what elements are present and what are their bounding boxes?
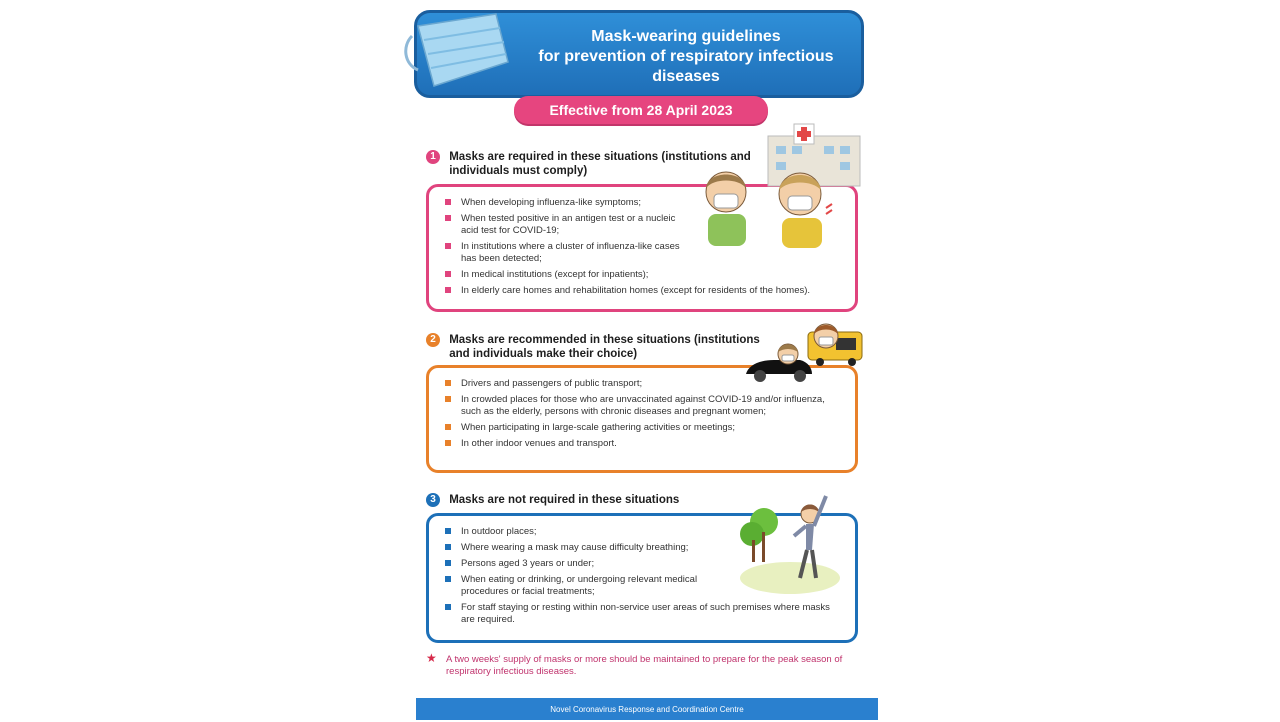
list-item: Persons aged 3 years or under; <box>445 558 845 570</box>
list-item: Drivers and passengers of public transport; <box>445 378 845 390</box>
section-1-list <box>445 197 811 301</box>
guidelines-poster <box>410 0 880 720</box>
title-line-2: for prevention of respiratory infectious <box>538 48 834 65</box>
poster-title <box>521 27 851 87</box>
section-1-heading: 1 Masks are required in these situations (institutions and individuals must comply) <box>426 150 751 178</box>
sick-people-illustration <box>698 122 864 248</box>
title-line-1: Mask-wearing guidelines <box>591 28 781 45</box>
list-item: In medical institutions (except for inpatients); <box>445 269 695 281</box>
list-item: Where wearing a mask may cause difficulty breathing; <box>445 542 845 554</box>
effective-date-badge: Effective from 28 April 2023 <box>514 96 768 124</box>
list-item: When eating or drinking, or undergoing relevant medical procedures or facial treatments; <box>445 574 721 598</box>
section-2-number: 2 <box>426 333 440 347</box>
list-item: In institutions where a cluster of influenza-like cases has been detected; <box>445 241 695 265</box>
section-2-heading: 2 Masks are recommended in these situations (institutions and individuals make their choice) <box>426 333 760 361</box>
list-item: When developing influenza-like symptoms; <box>445 197 695 209</box>
footer-bar: Novel Coronavirus Response and Coordination Centre <box>416 698 878 720</box>
title-line-3: diseases <box>652 68 720 85</box>
note-text: A two weeks' supply of masks or more should be maintained to prepare for the peak season of respiratory infectious diseases. <box>446 654 843 677</box>
section-3-number: 3 <box>426 493 440 507</box>
list-item: In elderly care homes and rehabilitation homes (except for residents of the homes). <box>445 285 861 297</box>
list-item: For staff staying or resting within non-service user areas of such premises where masks are required. <box>445 602 845 626</box>
list-item: In crowded places for those who are unvaccinated against COVID-19 and/or influenza, such as the elderly, persons with chronic diseases and pregnant women; <box>445 394 845 418</box>
star-icon: ★ <box>426 651 437 665</box>
section-1-number: 1 <box>426 150 440 164</box>
surgical-mask-illustration <box>404 6 516 92</box>
list-item: In other indoor venues and transport. <box>445 438 845 450</box>
transport-illustration <box>744 320 864 390</box>
section-3-heading: 3 Masks are not required in these situations <box>426 493 679 507</box>
outdoor-exercise-illustration <box>730 492 840 596</box>
list-item: When tested positive in an antigen test or a nucleic acid test for COVID-19; <box>445 213 695 237</box>
list-item: When participating in large-scale gathering activities or meetings; <box>445 422 845 434</box>
list-item: In outdoor places; <box>445 526 845 538</box>
